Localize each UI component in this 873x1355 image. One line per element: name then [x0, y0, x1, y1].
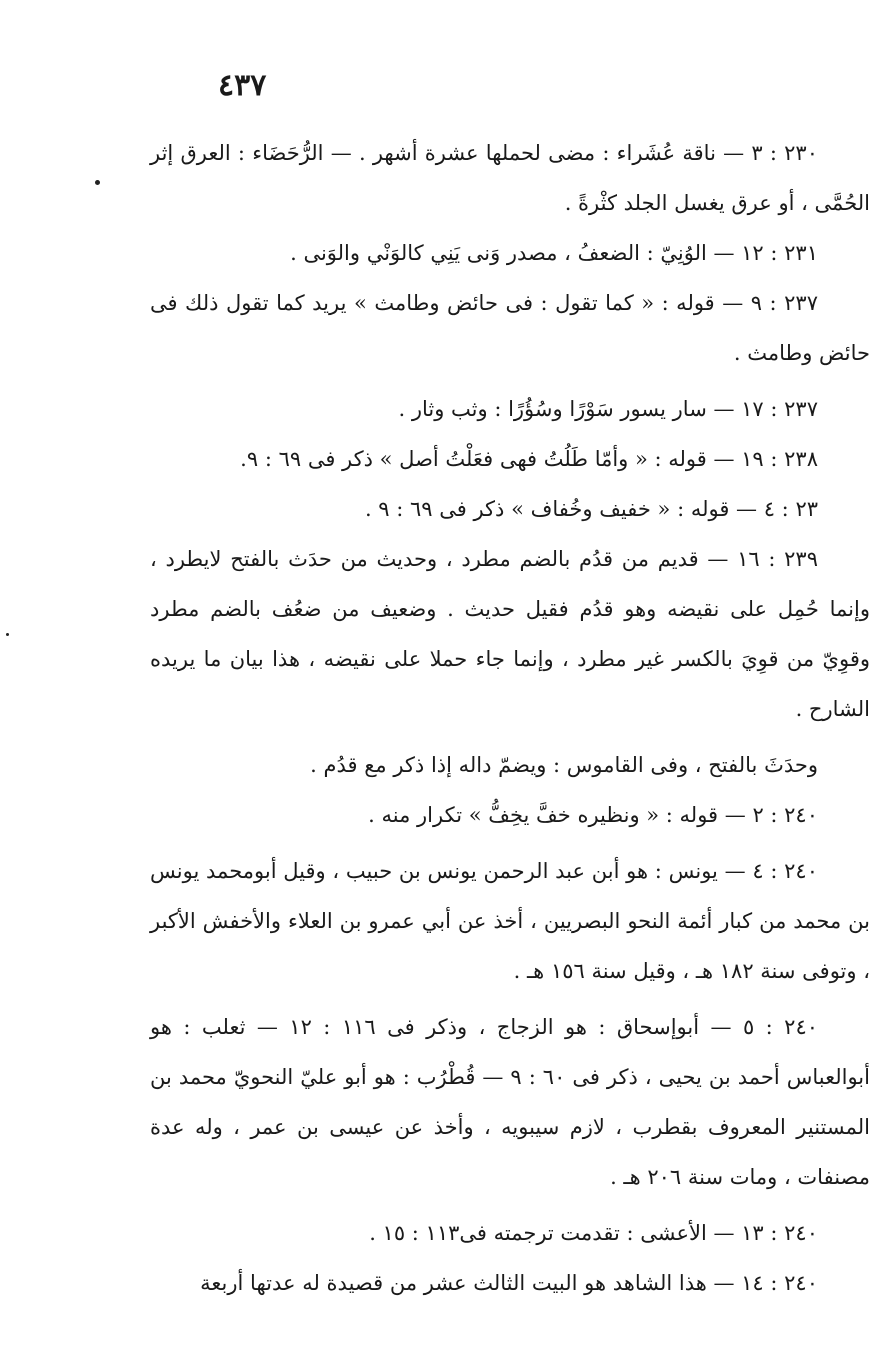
note-paragraph: ٢٣٩ : ١٦ — قديم من قدُم بالضم مطرد ، وحديث من حدَث بالفتح لايطرد ، وإنما حُمِل على نقيضه وهو قدُم فقيل حديث . وضعيف من ضعُف بالضم مطرد وقوِيّ من قوِيَ بالكسر غير مطرد ، وإنما جاء حملا على نقيضه ، هذا بيان ما يريده الشارح . [150, 547, 870, 721]
note-paragraph: ٢٣٨ : ١٩ — قوله : « وأمّا طَلُتُ فهى فعَلْتُ أصل » ذكر فى ٦٩ : ٩. [240, 447, 818, 471]
page-body [150, 128, 870, 1308]
note-paragraph: ٢٤٠ : ٥ — أبوإسحاق : هو الزجاج ، وذكر فى ١١٦ : ١٢ — ثعلب : هو أبوالعباس أحمد بن يحيى ، ذكر فى ٦٠ : ٩ — قُطْرُب : هو أبو عليّ النحويّ محمد بن المستنير المعروف بقطرب ، لازم سيبويه ، وأخذ عن عيسى بن عمر ، وله عدة مصنفات ، ومات سنة ٢٠٦ هـ . [150, 1015, 870, 1189]
ink-speck [95, 180, 100, 185]
note-paragraph: ٢٤٠ : ٤ — يونس : هو أبن عبد الرحمن يونس بن حبيب ، وقيل أبومحمد يونس بن محمد من كبار أئمة النحو البصريين ، أخذ عن أبي عمرو بن العلاء والأخفش الأكبر ، وتوفى سنة ١٨٢ هـ ، وقيل سنة ١٥٦ هـ . [150, 859, 870, 983]
note-paragraph: ٢٣٠ : ٣ — ناقة عُشَراء : مضى لحملها عشرة أشهر . — الرُّحَضَاء : العرق إثر الحُمَّى ، أو عرق يغسل الجلد كثْرةً . [150, 141, 870, 215]
note-paragraph: ٢٤٠ : ١٤ — هذا الشاهد هو البيت الثالث عشر من قصيدة له عدتها أربعة [200, 1271, 818, 1295]
note-paragraph: ٢٣١ : ١٢ — الوُنِيّ : الضعفُ ، مصدر وَنى يَنِي كالوَنْي والوَنى . [290, 241, 818, 265]
page-number: ٤٣٧ [218, 68, 267, 103]
note-paragraph: ٢٣٧ : ١٧ — سار يسور سَوْرًا وسُؤُرًا : وثب وثار . [398, 397, 818, 421]
note-paragraph: ٢٣ : ٤ — قوله : « خفيف وخُفاف » ذكر فى ٦٩ : ٩ . [364, 497, 818, 521]
note-paragraph: ٢٤٠ : ١٣ — الأعشى : تقدمت ترجمته فى١١٣ : ١٥ . [369, 1221, 818, 1245]
note-paragraph: ٢٣٧ : ٩ — قوله : « كما تقول : فى حائض وطامث » يريد كما تقول ذلك فى حائض وطامث . [150, 291, 870, 365]
ink-speck [6, 633, 9, 636]
note-paragraph: وحدَثَ بالفتح ، وفى القاموس : ويضمّ داله إذا ذكر مع قدُم . [310, 753, 818, 777]
note-paragraph: ٢٤٠ : ٢ — قوله : « ونظيره خفَّ يخِفُّ » تكرار منه . [368, 803, 818, 827]
